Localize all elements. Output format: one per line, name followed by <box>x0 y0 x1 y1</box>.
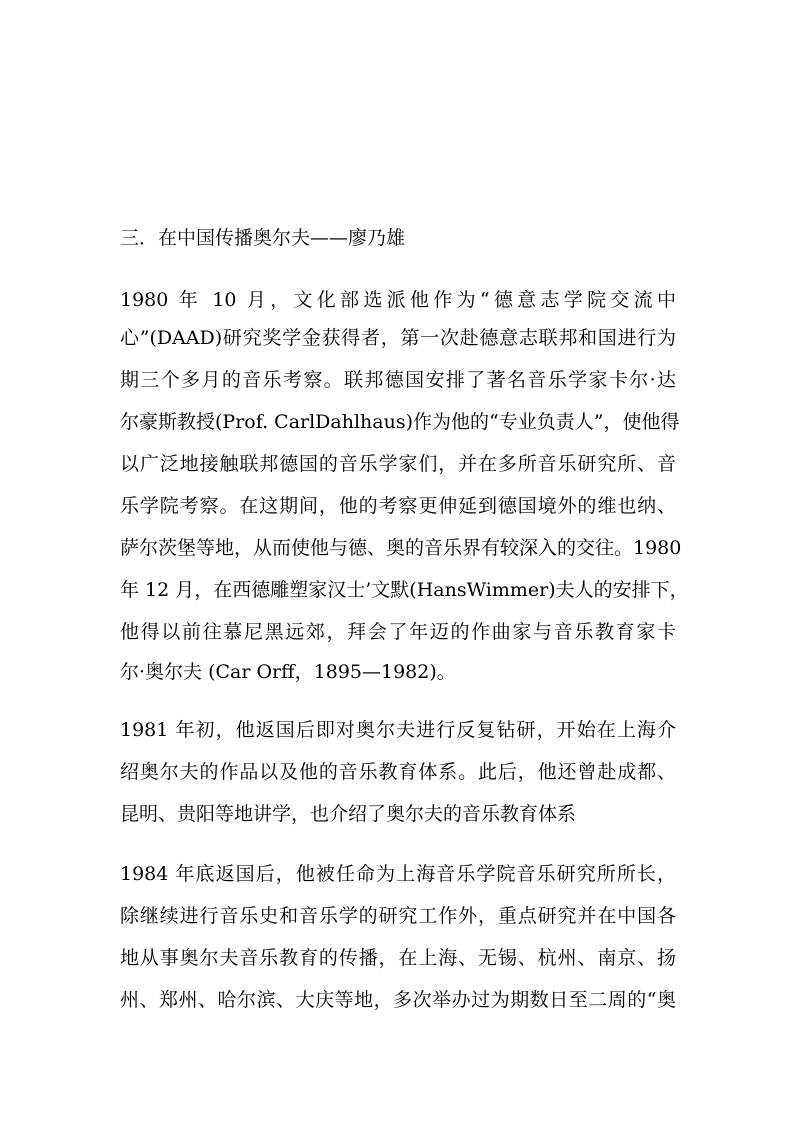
paragraph-1-line-7: 萨尔茨堡等地，从而使他与德、奥的音乐界有较深入的交往。1980 <box>120 537 682 559</box>
paragraph-1-line-3: 期三个多月的音乐考察。联邦德国安排了著名音乐学家卡尔·达 <box>120 369 676 391</box>
paragraph-1-line-6: 乐学院考察。在这期间，他的考察更伸延到德国境外的维也纳、 <box>120 495 676 517</box>
paragraph-2-line-2: 绍奥尔夫的作品以及他的音乐教育体系。此后，他还曾赴成都、 <box>120 761 676 783</box>
paragraph-2-line-1: 1981 年初，他返国后即对奥尔夫进行反复钻研，开始在上海介 <box>120 719 676 741</box>
paragraph-1-line-2: 心”(DAAD)研究奖学金获得者，第一次赴德意志联邦和国进行为 <box>120 327 676 349</box>
paragraph-1-line-5: 以广泛地接触联邦德国的音乐学家们，并在多所音乐研究所、音 <box>120 453 676 475</box>
section-heading: 三．在中国传播奥尔夫——廖乃雄 <box>120 227 406 249</box>
paragraph-1-line-1: 1980 年 10 月，文化部选派他作为“德意志学院交流中 <box>120 289 676 311</box>
paragraph-1-line-10: 尔·奥尔夫 (Car Orff，1895—1982)。 <box>120 661 456 683</box>
paragraph-1-line-8: 年 12 月，在西德雕塑家汉士’文默(HansWimmer)夫人的安排下， <box>120 579 689 601</box>
paragraph-3-line-4: 州、郑州、哈尔滨、大庆等地，多次举办过为期数日至二周的“奥 <box>120 989 676 1011</box>
paragraph-2-line-3: 昆明、贵阳等地讲学，也介绍了奥尔夫的音乐教育体系 <box>120 803 577 825</box>
paragraph-1-line-4: 尔豪斯教授(Prof. CarlDahlhaus)作为他的“专业负责人”，使他得 <box>120 411 680 433</box>
paragraph-3-line-3: 地从事奥尔夫音乐教育的传播，在上海、无锡、杭州、南京、扬 <box>120 947 676 969</box>
paragraph-3-line-1: 1984 年底返国后，他被任命为上海音乐学院音乐研究所所长， <box>120 863 676 885</box>
paragraph-3-line-2: 除继续进行音乐史和音乐学的研究工作外，重点研究并在中国各 <box>120 905 676 927</box>
paragraph-1-line-9: 他得以前往慕尼黑远郊，拜会了年迈的作曲家与音乐教育家卡 <box>120 621 676 643</box>
